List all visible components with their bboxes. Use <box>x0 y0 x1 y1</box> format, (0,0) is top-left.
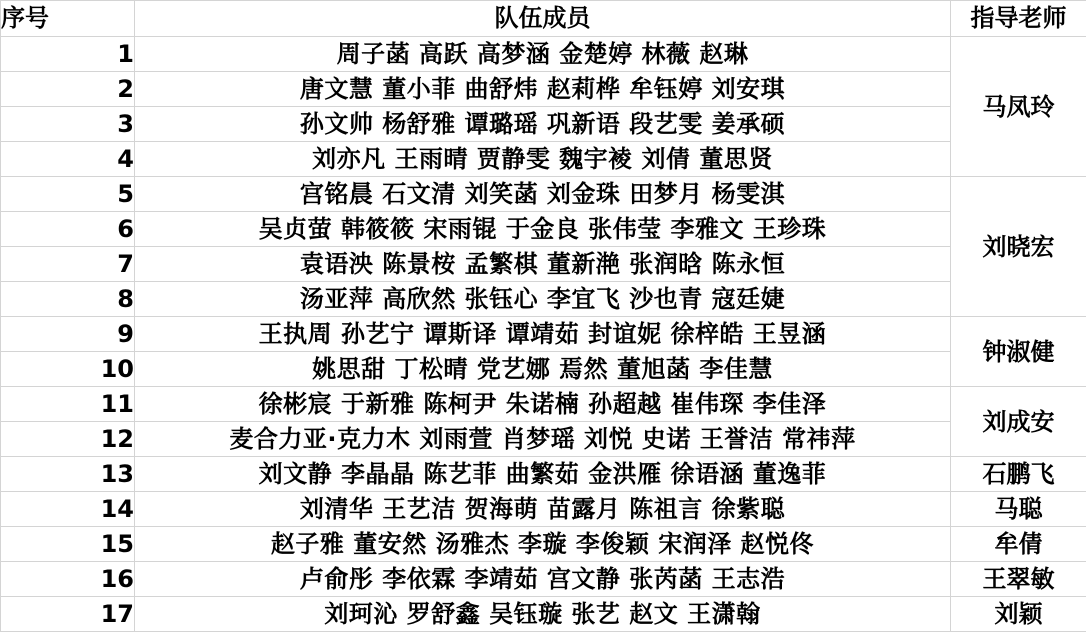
table-row <box>1 527 1086 562</box>
row-index-cell[interactable]: 15 <box>1 527 135 562</box>
row-index-cell[interactable]: 8 <box>1 282 135 317</box>
table-row <box>1 597 1086 632</box>
row-index-cell[interactable]: 7 <box>1 247 135 282</box>
table-row <box>1 72 1086 107</box>
table-row <box>1 212 1086 247</box>
teacher-cell[interactable]: 马凤玲 <box>951 37 1086 177</box>
members-cell[interactable]: 麦合力亚·克力木 刘雨萱 肖梦瑶 刘悦 史诺 王誉洁 常祎萍 <box>135 422 951 457</box>
members-cell[interactable]: 宫铭晨 石文清 刘笑菡 刘金珠 田梦月 杨雯淇 <box>135 177 951 212</box>
table-row <box>1 317 1086 352</box>
row-index-cell[interactable]: 17 <box>1 597 135 632</box>
header-index[interactable]: 序号 <box>1 1 135 37</box>
table-row <box>1 562 1086 597</box>
teacher-cell[interactable]: 马聪 <box>951 492 1086 527</box>
header-row <box>1 1 1086 37</box>
row-index-cell[interactable]: 1 <box>1 37 135 72</box>
members-cell[interactable]: 刘清华 王艺洁 贺海萌 苗露月 陈祖言 徐紫聪 <box>135 492 951 527</box>
teacher-cell[interactable]: 牟倩 <box>951 527 1086 562</box>
table-row <box>1 177 1086 212</box>
row-index-cell[interactable]: 4 <box>1 142 135 177</box>
row-index-cell[interactable]: 2 <box>1 72 135 107</box>
members-cell[interactable]: 孙文帅 杨舒雅 谭璐瑶 巩新语 段艺雯 姜承硕 <box>135 107 951 142</box>
row-index-cell[interactable]: 11 <box>1 387 135 422</box>
table-row <box>1 352 1086 387</box>
members-cell[interactable]: 吴贞萤 韩筱筱 宋雨锟 于金良 张伟莹 李雅文 王珍珠 <box>135 212 951 247</box>
members-cell[interactable]: 刘珂沁 罗舒鑫 吴钰璇 张艺 赵文 王潇翰 <box>135 597 951 632</box>
table-row <box>1 457 1086 492</box>
teacher-cell[interactable]: 刘晓宏 <box>951 177 1086 317</box>
table-row <box>1 422 1086 457</box>
row-index-cell[interactable]: 3 <box>1 107 135 142</box>
members-cell[interactable]: 赵子雅 董安然 汤雅杰 李璇 李俊颖 宋润泽 赵悦佟 <box>135 527 951 562</box>
members-cell[interactable]: 姚思甜 丁松晴 党艺娜 焉然 董旭菡 李佳慧 <box>135 352 951 387</box>
row-index-cell[interactable]: 5 <box>1 177 135 212</box>
table-row <box>1 492 1086 527</box>
header-teacher[interactable]: 指导老师 <box>951 1 1086 37</box>
table-row <box>1 37 1086 72</box>
table-row <box>1 107 1086 142</box>
teacher-cell[interactable]: 刘成安 <box>951 387 1086 457</box>
members-cell[interactable]: 王执周 孙艺宁 谭斯译 谭靖茹 封谊妮 徐梓皓 王昱涵 <box>135 317 951 352</box>
members-cell[interactable]: 唐文慧 董小菲 曲舒炜 赵莉桦 牟钰婷 刘安琪 <box>135 72 951 107</box>
members-cell[interactable]: 卢俞彤 李依霖 李靖茹 宫文静 张芮菡 王志浩 <box>135 562 951 597</box>
members-cell[interactable]: 刘亦凡 王雨晴 贾静雯 魏宇裬 刘倩 董思贤 <box>135 142 951 177</box>
members-cell[interactable]: 袁语泱 陈景桉 孟繁棋 董新滟 张润晗 陈永恒 <box>135 247 951 282</box>
table-row <box>1 247 1086 282</box>
table-row <box>1 387 1086 422</box>
members-cell[interactable]: 汤亚萍 高欣然 张钰心 李宜飞 沙也青 寇廷婕 <box>135 282 951 317</box>
teacher-cell[interactable]: 钟淑健 <box>951 317 1086 387</box>
members-cell[interactable]: 徐彬宸 于新雅 陈柯尹 朱诺楠 孙超越 崔伟琛 李佳泽 <box>135 387 951 422</box>
row-index-cell[interactable]: 14 <box>1 492 135 527</box>
teacher-cell[interactable]: 石鹏飞 <box>951 457 1086 492</box>
row-index-cell[interactable]: 13 <box>1 457 135 492</box>
header-members[interactable]: 队伍成员 <box>135 1 951 37</box>
row-index-cell[interactable]: 9 <box>1 317 135 352</box>
row-index-cell[interactable]: 12 <box>1 422 135 457</box>
table-row <box>1 142 1086 177</box>
row-index-cell[interactable]: 10 <box>1 352 135 387</box>
members-cell[interactable]: 周子菡 高跃 高梦涵 金楚婷 林薇 赵琳 <box>135 37 951 72</box>
members-cell[interactable]: 刘文静 李晶晶 陈艺菲 曲繁茹 金洪雁 徐语涵 董逸菲 <box>135 457 951 492</box>
table-row <box>1 282 1086 317</box>
row-index-cell[interactable]: 16 <box>1 562 135 597</box>
teacher-cell[interactable]: 王翠敏 <box>951 562 1086 597</box>
teacher-cell[interactable]: 刘颖 <box>951 597 1086 632</box>
row-index-cell[interactable]: 6 <box>1 212 135 247</box>
